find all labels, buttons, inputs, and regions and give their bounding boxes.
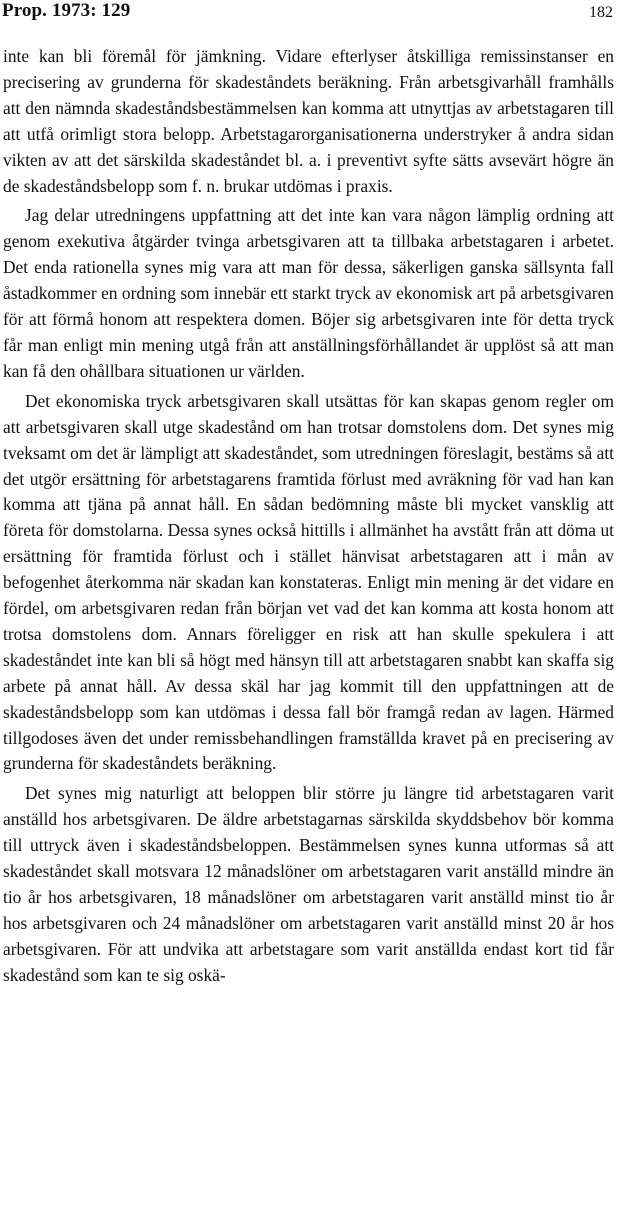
paragraph: Det ekonomiska tryck arbetsgivaren skall utsättas för kan skapas genom regler om att arbetsgivaren skall utge skadestånd om han trotsar domstolens dom. Det synes mig tveksamt om det är lämpligt att skadeståndet, som utredningen föreslagit, bestäms så att det utgör ersättning för arbetstagarens framtida förlust med avräkning för vad han kan komma att tjäna på annat håll. En sådan bedömning måste bli mycket vansklig att företa för domstolarna. Dessa synes också hittills i allmänhet ha avstått från att döma ut ersättning för framtida förlust och i stället hänvisat arbetstagaren att i mån av befogenhet återkomma när skadan kan konstateras. Enligt min mening är det vidare en fördel, om arbetsgivaren redan från början vet vad det kan komma att kosta honom att trotsa domstolens dom. Annars föreligger en risk att han skulle spekulera i att skadeståndet inte kan bli så högt med hänsyn till att arbetstagaren snabbt kan skaffa sig arbete på annat håll. Av dessa skäl har jag kommit till den uppfattningen att de skadeståndsbelopp som kan utdömas i dessa fall bör framgå redan av lagen. Härmed tillgodoses även det under remissbehandlingen framställda kravet på en precisering av grunderna för skadeståndets beräkning. — [3, 390, 614, 774]
paragraph: Jag delar utredningens uppfattning att det inte kan vara någon lämplig ordning att genom exekutiva åtgärder tvinga arbetsgivaren att ta tillbaka arbetstagaren i arbetet. Det enda rationella synes mig vara att man för dessa, säkerligen ganska sällsynta fall åstadkommer en ordning som innebär ett starkt tryck av ekonomisk art på arbetsgivaren för att förmå honom att respektera domen. Böjer sig arbetsgivaren inte för detta tryck får man enligt min mening utgå från att anställningsförhållandet är upplöst så att man kan få den ohållbara situationen ur världen. — [3, 205, 614, 381]
paragraph: inte kan bli föremål för jämkning. Vidare efterlyser åtskilliga remissinstanser en precisering av grunderna för skadeståndets beräkning. Från arbetsgivarhåll framhålls att den nämnda skadeståndsbestämmelsen kan komma att utnyttjas av arbetstagaren till att utfå orimligt stora belopp. Arbetstagarorganisationerna understryker å andra sidan vikten av att det särskilda skadeståndet bl. a. i preventivt syfte sätts avsevärt högre än de skadeståndsbelopp som f. n. brukar utdömas i praxis. — [3, 46, 614, 196]
page-number: 182 — [589, 4, 613, 21]
page-header — [0, 0, 619, 30]
paragraph: Det synes mig naturligt att beloppen blir större ju längre tid arbetstagaren varit anställd hos arbetsgivaren. De äldre arbetstagarnas särskilda skyddsbehov bör komma till uttryck även i skadeståndsbeloppen. Bestämmelsen synes kunna utformas så att skadeståndet skall motsvara 12 månadslöner om arbetstagaren varit anställd mindre än tio år hos arbetsgivaren, 18 månadslöner om arbetstagaren varit anställd minst tio år hos arbetsgivaren och 24 månadslöner om arbetstagaren varit anställd minst 20 år hos arbetsgivaren. För att undvika att arbetstagare som varit anställda endast kort tid får skadestånd som kan te sig oskä- — [3, 783, 614, 985]
proposition-reference: Prop. 1973: 129 — [2, 0, 131, 21]
body-text — [3, 44, 614, 993]
